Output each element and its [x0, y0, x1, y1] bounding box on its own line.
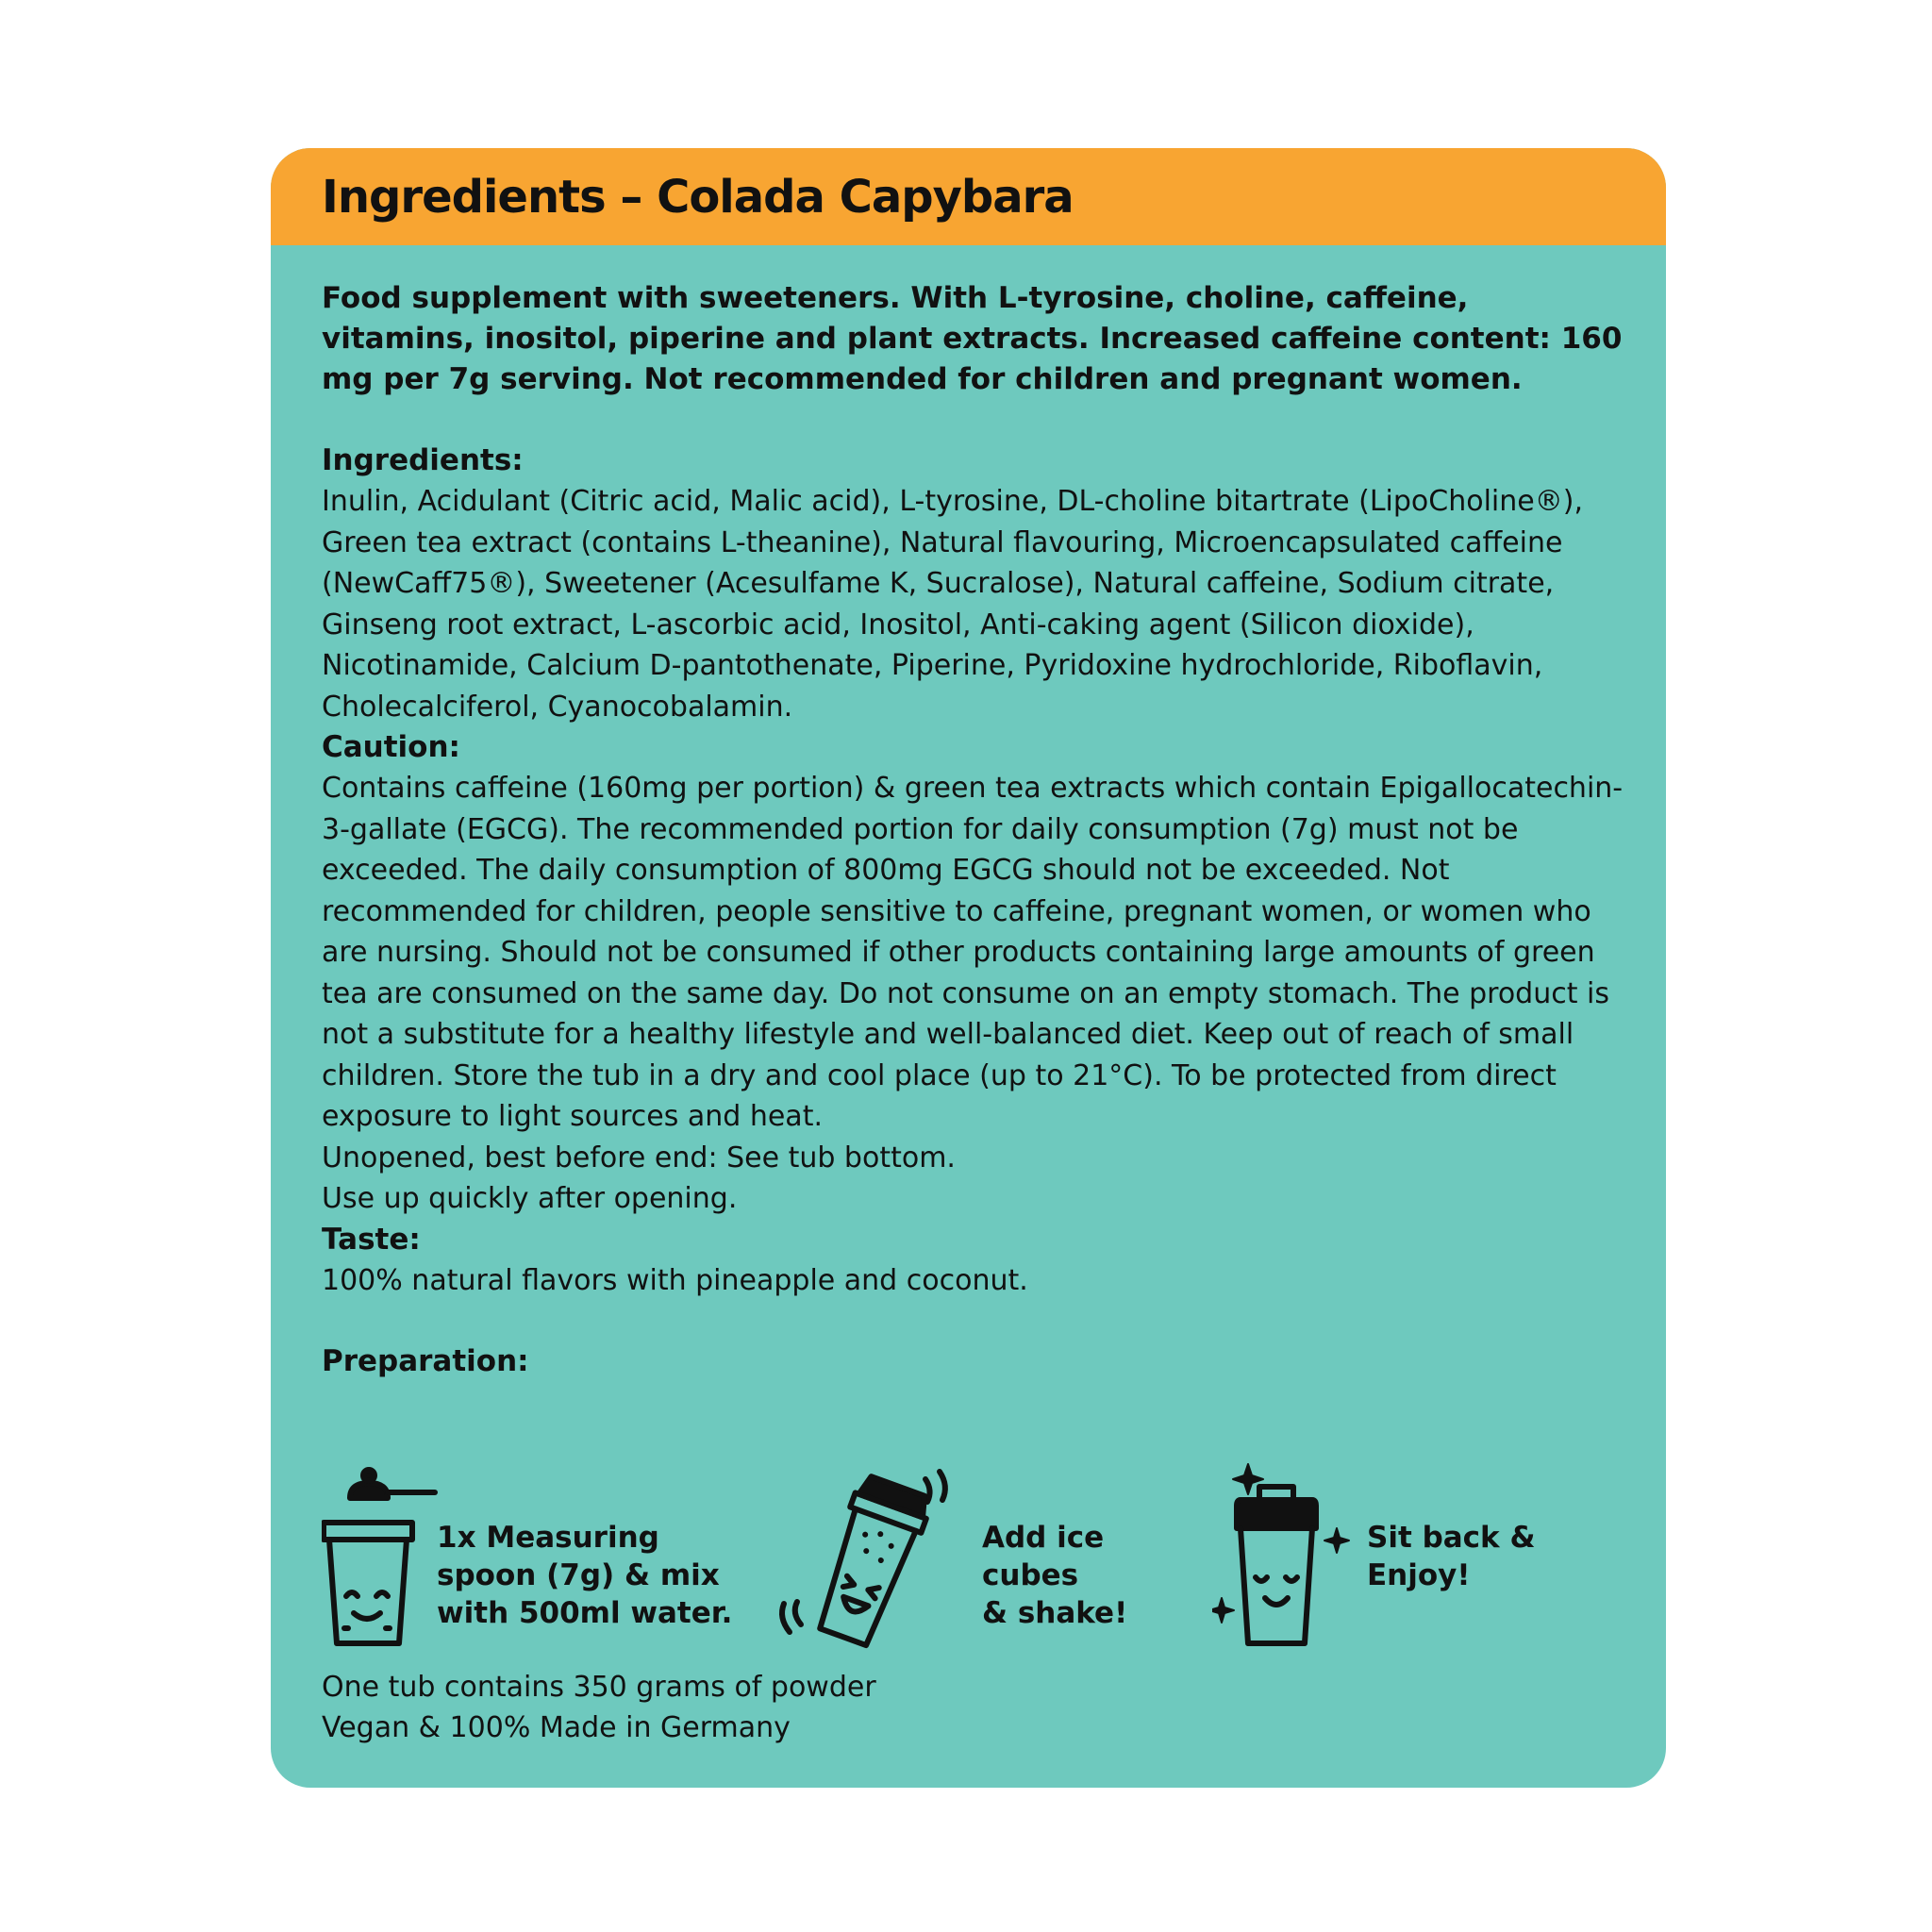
preparation-heading: Preparation: [322, 1344, 529, 1378]
card-header [271, 148, 1666, 245]
step-2-text [982, 1519, 1171, 1632]
intro-text: Food supplement with sweeteners. With L-tyrosine, choline, caffeine, vitamins, inositol, piperine and plant extracts. Increased caffeine content: 160 mg per 7g serving. Not recommended for children and pregnant women. [322, 281, 1623, 396]
step-1-line-3: with 500ml water. [437, 1596, 733, 1630]
step-3-text [1367, 1519, 1536, 1594]
footer [322, 1667, 876, 1748]
card-content [322, 278, 1624, 1382]
preparation-step-1 [322, 1462, 756, 1651]
caution-heading: Caution: [322, 730, 460, 764]
footer-vegan-made-in: Vegan & 100% Made in Germany [322, 1711, 791, 1744]
shaker-shake-icon [774, 1462, 963, 1651]
caution-text: Contains caffeine (160mg per portion) & green tea extracts which contain Epigallocatechin-3-gallate (EGCG). The recommended portion for daily consumption (7g) must not be exceeded. The daily consumption of 800mg EGCG should not be exceeded. Not recommended for children, people sensitive to caffeine, pregnant women, or women who are nursing. Should not be consumed if other products containing large amounts of green tea are consumed on the same day. Do not consume on an empty stomach. The product is not a substitute for a healthy lifestyle and well-balanced diet. Keep out of reach of small children. Store the tub in a dry and cool place (up to 21°C). To be protected from direct exposure to light sources and heat. [322, 772, 1624, 1133]
preparation-steps [322, 1462, 1624, 1651]
preparation-step-2 [774, 1462, 1171, 1651]
step-1-line-2: spoon (7g) & mix [437, 1558, 720, 1592]
footer-tub-contents: One tub contains 350 grams of powder [322, 1671, 876, 1704]
shaker-enjoy-icon [1212, 1462, 1354, 1651]
step-2-line-1: Add ice cubes [982, 1521, 1105, 1592]
step-3-line-1: Sit back & [1367, 1521, 1536, 1555]
preparation-step-3 [1212, 1462, 1624, 1651]
taste-heading: Taste: [322, 1222, 421, 1257]
use-up-text: Use up quickly after opening. [322, 1182, 738, 1215]
step-3-line-2: Enjoy! [1367, 1558, 1471, 1592]
page-title: Ingredients – Colada Capybara [322, 170, 1074, 224]
step-1-line-1: 1x Measuring [437, 1521, 659, 1555]
best-before-text: Unopened, best before end: See tub bottom. [322, 1141, 956, 1174]
measuring-cup-icon [322, 1462, 444, 1651]
ingredients-heading: Ingredients: [322, 443, 524, 477]
ingredients-text: Inulin, Acidulant (Citric acid, Malic acid), L-tyrosine, DL-choline bitartrate (LipoCholine®), Green tea extract (contains L-theanine), Natural flavouring, Microencapsulated caffeine (NewCaff75®), Sweetener (Acesulfame K, Sucralose), Natural caffeine, Sodium citrate, Ginseng root extract, L-ascorbic acid, Inositol, Anti-caking agent (Silicon dioxide), Nicotinamide, Calcium D-pantothenate, Piperine, Pyridoxine hydrochloride, Riboflavin, Cholecalciferol, Cyanocobalamin. [322, 485, 1583, 724]
taste-text: 100% natural flavors with pineapple and coconut. [322, 1263, 1028, 1297]
step-1-text [437, 1519, 732, 1632]
ingredients-card [271, 148, 1666, 1788]
step-2-line-2: & shake! [982, 1596, 1128, 1630]
